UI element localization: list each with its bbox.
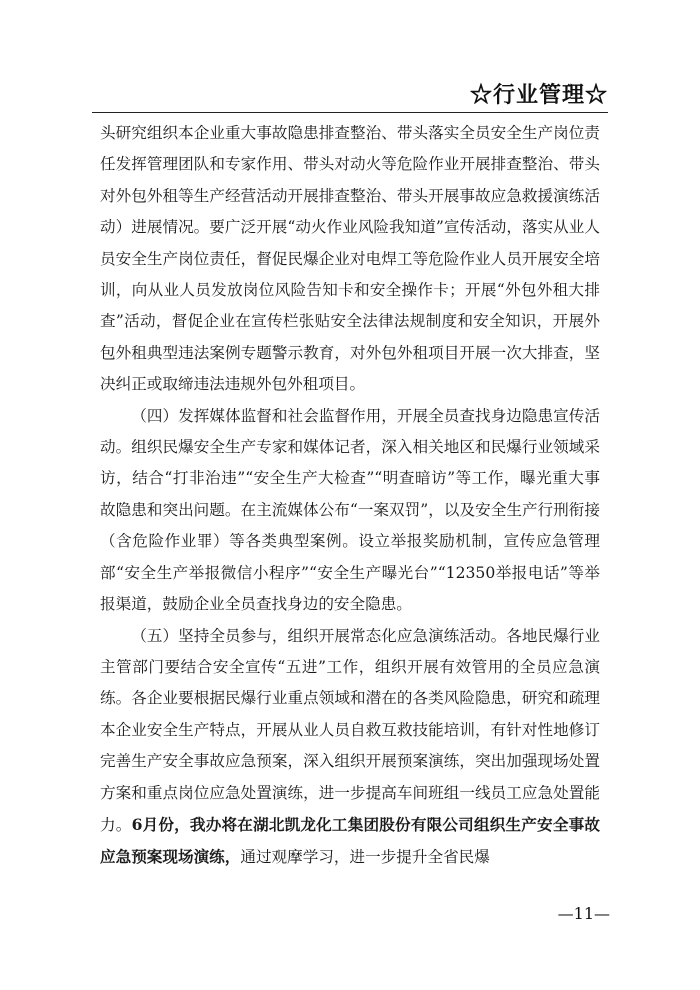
section-header-title: ☆行业管理☆ [469, 82, 608, 108]
paragraph-section-5-text: （五）坚持全员参与，组织开展常态化应急演练活动。各地民爆行业主管部门要结合安全宣传“五进”工作，组织开展有效管用的全员应急演练。各企业要根据民爆行业重点领域和潜在的各类风险隐患，研究和疏理本企业安全生产特点，开展从业人员自救互救技能培训，有针对性地修订完善生产安全事故应急预案，深入组织开展预案演练，突出加强现场处置方案和重点岗位应急处置演练，进一步提高车间班组一线员工应急处置能力。 [100, 626, 600, 834]
paragraph-section-5-tail: 通过观摩学习，进一步提升全省民爆 [240, 848, 490, 867]
document-body [100, 118, 600, 874]
paragraph-section-5 [100, 621, 600, 874]
paragraph-continuation: 头研究组织本企业重大事故隐患排查整治、带头落实全员安全生产岗位责任发挥管理团队和专家作用、带头对动火等危险作业开展排查整治、带头对外包外租等生产经营活动开展排查整治、带头开展事故应急救援演练活动）进展情况。要广泛开展“动火作业风险我知道”宣传活动，落实从业人员安全生产岗位责任，督促民爆企业对电焊工等危险作业人员开展安全培训，向从业人员发放岗位风险告知卡和安全操作卡；开展“外包外租大排查”活动，督促企业在宣传栏张贴安全法律法规制度和安全知识，开展外包外租典型违法案例专题警示教育，对外包外租项目开展一次大排查，坚决纠正或取缔违法违规外包外租项目。 [100, 124, 600, 394]
paragraph-section-5-bold: 6月份，我办将在湖北凯龙化工集团股份有限公司组织生产安全事故应急预案现场演练， [100, 814, 600, 867]
page-number: —11— [557, 904, 610, 923]
paragraph-section-4: （四）发挥媒体监督和社会监督作用，开展全员查找身边隐患宣传活动。组织民爆安全生产专家和媒体记者，深入相关地区和民爆行业领域采访，结合“打非治违”“安全生产大检查”“明查暗访”等工作，曝光重大事故隐患和突出问题。在主流媒体公布“一案双罚”，以及安全生产行刑衔接（含危险作业罪）等各类典型案例。设立举报奖励机制，宣传应急管理部“安全生产举报微信小程序”“安全生产曝光台”“12350举报电话”等举报渠道，鼓励企业全员查找身边的安全隐患。 [100, 406, 600, 614]
header-divider [92, 112, 608, 113]
